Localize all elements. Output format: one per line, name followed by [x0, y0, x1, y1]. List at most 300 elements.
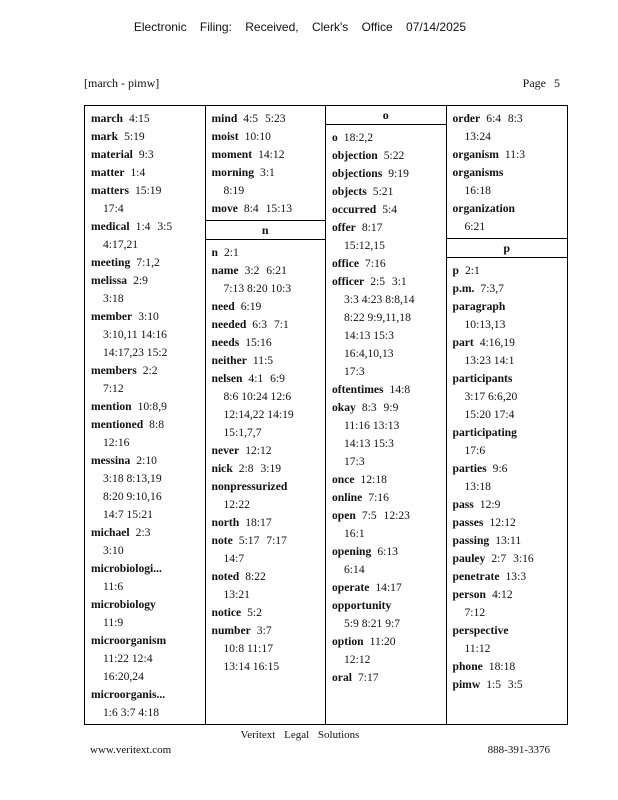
index-entry	[453, 550, 565, 568]
index-entry-line	[453, 110, 565, 128]
index-word: noted	[211, 570, 240, 583]
letter-heading: p	[447, 238, 568, 258]
index-entry-line	[453, 496, 565, 514]
index-entry-line	[332, 597, 443, 615]
index-refs: 12:16	[103, 436, 130, 449]
index-refs: 13:23 14:1	[464, 354, 515, 367]
index-refs: 2:9	[133, 274, 148, 287]
index-entry-line	[91, 362, 202, 380]
index-segment	[447, 258, 568, 694]
index-word: pauley	[452, 552, 486, 565]
index-entry	[332, 633, 443, 669]
index-entry-line	[453, 424, 565, 442]
index-entry-line	[91, 686, 202, 704]
index-word: parties	[452, 462, 487, 475]
index-entry-line	[332, 543, 443, 561]
index-word: organization	[452, 202, 515, 215]
index-refs: 2:8 3:19	[238, 462, 282, 475]
index-refs: 8:22 9:9,11,18	[344, 311, 411, 324]
index-entry-line	[212, 298, 323, 316]
index-segment	[206, 240, 326, 676]
index-word: pass	[452, 498, 474, 511]
index-entry	[91, 686, 202, 722]
index-entry-line	[332, 183, 443, 201]
index-word: melissa	[91, 274, 128, 287]
index-refs: 11:12	[464, 642, 491, 655]
index-word: online	[332, 491, 363, 504]
index-refs: 12:18	[360, 473, 387, 486]
index-refs: 12:14,22 14:19	[223, 408, 294, 421]
index-refs: 10:10	[244, 130, 271, 143]
page-label	[523, 76, 560, 91]
index-entry-line	[91, 398, 202, 416]
index-word: matter	[91, 166, 125, 179]
index-refs: 4:17,21	[103, 238, 139, 251]
index-entry-line	[91, 560, 202, 578]
index-refs: 7:1,2	[136, 256, 160, 269]
index-entry-line	[453, 280, 565, 298]
index-entry-line	[212, 460, 323, 478]
index-refs: 14:17,23 15:2	[103, 346, 168, 359]
index-entry-line	[91, 452, 202, 470]
index-word: messina	[91, 454, 131, 467]
index-word: morning	[211, 166, 255, 179]
index-word: meeting	[91, 256, 131, 269]
index-entry	[212, 164, 323, 200]
index-entry-line	[91, 632, 202, 650]
index-word: matters	[91, 184, 129, 197]
index-entry	[332, 165, 443, 183]
index-entry	[332, 147, 443, 165]
index-refs: 6:14	[344, 563, 365, 576]
index-entry-line	[332, 507, 443, 525]
index-refs: 8:3 9:9	[361, 401, 399, 414]
index-entry-line	[332, 255, 443, 273]
index-entry	[453, 298, 565, 334]
index-refs: 8:22	[245, 570, 266, 583]
index-refs: 8:20 9:10,16	[103, 490, 162, 503]
index-entry	[212, 478, 323, 514]
page-number: 5	[554, 76, 560, 90]
index-refs: 6:13	[377, 545, 398, 558]
index-entry	[332, 579, 443, 597]
index-entry	[91, 110, 202, 128]
index-entry	[453, 658, 565, 676]
index-refs: 5:4	[382, 203, 398, 216]
index-word: number	[211, 624, 251, 637]
index-entry	[332, 381, 443, 399]
index-entry-line	[212, 262, 323, 280]
index-entry	[91, 452, 202, 524]
index-entry	[453, 110, 565, 146]
index-refs: 3:10	[103, 544, 124, 557]
index-refs: 7:12	[464, 606, 486, 619]
index-entry	[91, 632, 202, 686]
index-entry	[91, 182, 202, 218]
index-entry	[453, 164, 565, 200]
index-entry	[212, 146, 323, 164]
index-word: microorganism	[91, 634, 167, 647]
index-entry	[212, 460, 323, 478]
index-word: once	[332, 473, 355, 486]
index-entry	[332, 399, 443, 471]
index-refs: 13:24	[464, 130, 491, 143]
index-word: organisms	[452, 166, 504, 179]
index-refs: 5:9 8:21 9:7	[344, 617, 401, 630]
index-word: needs	[211, 336, 240, 349]
index-refs: 1:6 3:7 4:18	[103, 706, 160, 719]
index-entry-line	[332, 273, 443, 291]
index-entry	[453, 262, 565, 280]
index-entry	[91, 416, 202, 452]
index-entry-line	[453, 514, 565, 532]
index-word: offer	[332, 221, 356, 234]
index-word: objects	[332, 185, 367, 198]
index-word: move	[211, 202, 238, 215]
index-entry-line	[212, 146, 323, 164]
index-entry-line	[212, 352, 323, 370]
index-refs: 18:2,2	[343, 131, 374, 144]
index-entry-line	[212, 200, 323, 218]
index-word: opening	[332, 545, 372, 558]
index-entry	[212, 244, 323, 262]
index-segment	[85, 106, 205, 722]
index-segment	[206, 106, 326, 218]
index-entry-line	[453, 550, 565, 568]
index-word: microbiologi...	[91, 562, 162, 575]
index-refs: 9:3	[138, 148, 154, 161]
index-refs: 14:13 15:3	[344, 437, 394, 450]
index-entry-line	[212, 110, 323, 128]
index-word: material	[91, 148, 133, 161]
index-entry	[332, 489, 443, 507]
index-entry-line	[332, 579, 443, 597]
index-word: microorganis...	[91, 688, 166, 701]
index-refs: 3:3 4:23 8:8,14	[344, 293, 415, 306]
index-word: oftentimes	[332, 383, 384, 396]
index-entry	[91, 146, 202, 164]
index-entry-line	[453, 146, 565, 164]
index-entry-line	[453, 658, 565, 676]
index-refs: 8:17	[361, 221, 383, 234]
letter-heading: o	[326, 106, 446, 125]
index-refs: 2:10	[136, 454, 157, 467]
index-entry	[91, 272, 202, 308]
index-entry	[91, 128, 202, 146]
index-refs: 12:12	[245, 444, 272, 457]
index-refs: 3:1	[260, 166, 275, 179]
index-refs: 16:1	[344, 527, 365, 540]
index-entry-line	[91, 110, 202, 128]
index-entry-line	[453, 586, 565, 604]
index-entry-line	[91, 308, 202, 326]
index-word: part	[452, 336, 474, 349]
index-word: member	[91, 310, 133, 323]
index-refs: 15:12,15	[344, 239, 385, 252]
index-entry-line	[453, 370, 565, 388]
index-entry-line	[453, 532, 565, 550]
index-entry	[332, 543, 443, 579]
index-refs: 8:19	[223, 184, 245, 197]
index-word: march	[91, 112, 123, 125]
index-entry	[212, 442, 323, 460]
index-refs: 13:14 16:15	[223, 660, 280, 673]
index-word: mentioned	[91, 418, 144, 431]
index-refs: 15:19	[134, 184, 162, 197]
index-segment	[447, 106, 568, 236]
index-word: operate	[332, 581, 370, 594]
index-entry-line	[453, 298, 565, 316]
index-entry-line	[453, 262, 565, 280]
index-word: phone	[452, 660, 483, 673]
index-word: nick	[211, 462, 233, 475]
index-entry-line	[332, 165, 443, 183]
index-entry	[453, 676, 565, 694]
index-word: okay	[332, 401, 356, 414]
index-refs: 2:2	[142, 364, 158, 377]
index-refs: 7:3,7	[480, 282, 504, 295]
index-word: mind	[211, 112, 238, 125]
index-entry-line	[332, 147, 443, 165]
index-refs: 13:11	[495, 534, 522, 547]
index-entry	[212, 334, 323, 352]
index-word: occurred	[332, 203, 377, 216]
index-entry	[212, 316, 323, 334]
index-entry-line	[332, 471, 443, 489]
index-entry-line	[91, 146, 202, 164]
index-entry-line	[91, 128, 202, 146]
index-refs: 13:21	[223, 588, 250, 601]
index-word: needed	[211, 318, 247, 331]
index-refs: 14:7 15:21	[103, 508, 153, 521]
index-word: oral	[332, 671, 352, 684]
index-word: microbiology	[91, 598, 156, 611]
index-entry	[453, 496, 565, 514]
index-word: name	[211, 264, 239, 277]
index-word: person	[452, 588, 486, 601]
index-refs: 12:9	[479, 498, 501, 511]
index-refs: 5:17 7:17	[238, 534, 287, 547]
index-entry	[212, 370, 323, 442]
index-entry	[453, 280, 565, 298]
index-entry	[212, 110, 323, 128]
index-refs: 17:6	[464, 444, 486, 457]
index-refs: 8:8	[149, 418, 164, 431]
index-word: mention	[91, 400, 132, 413]
index-refs: 16:4,10,13	[344, 347, 394, 360]
index-entry	[453, 370, 565, 424]
index-entry-line	[91, 254, 202, 272]
index-entry	[212, 514, 323, 532]
index-word: open	[332, 509, 356, 522]
index-refs: 8:4 15:13	[243, 202, 293, 215]
index-entry-line	[332, 201, 443, 219]
index-word: o	[332, 131, 338, 144]
index-entry	[212, 532, 323, 568]
index-entry	[453, 532, 565, 550]
index-word: office	[332, 257, 360, 270]
index-entry	[91, 308, 202, 362]
index-refs: 17:4	[103, 202, 124, 215]
index-word: moment	[211, 148, 253, 161]
index-refs: 4:12	[492, 588, 513, 601]
index-entry	[212, 352, 323, 370]
index-word: need	[211, 300, 235, 313]
index-entry	[91, 254, 202, 272]
index-refs: 7:12	[103, 382, 124, 395]
index-entry-line	[91, 218, 202, 236]
index-word: opportunity	[332, 599, 392, 612]
index-refs: 11:3	[504, 148, 526, 161]
index-entry-line	[212, 514, 323, 532]
index-entry-line	[453, 200, 565, 218]
index-entry-line	[332, 489, 443, 507]
index-entry-line	[332, 129, 443, 147]
index-refs: 10:8,9	[137, 400, 167, 413]
index-refs: 14:8	[389, 383, 411, 396]
index-entry	[332, 183, 443, 201]
index-word: passing	[452, 534, 490, 547]
index-entry	[91, 596, 202, 632]
index-refs: 2:1	[464, 264, 480, 277]
index-refs: 5:21	[372, 185, 394, 198]
index-entry	[453, 424, 565, 460]
index-word: pimw	[452, 678, 481, 691]
index-refs: 3:10	[138, 310, 159, 323]
footer-phone: 888-391-3376	[487, 744, 550, 756]
index-refs: 18:18	[488, 660, 516, 673]
index-refs: 11:22 12:4	[103, 652, 153, 665]
index-entry-line	[212, 316, 323, 334]
index-refs: 7:16	[368, 491, 389, 504]
index-word: notice	[211, 606, 242, 619]
index-refs: 12:22	[223, 498, 250, 511]
index-entry-line	[332, 669, 443, 687]
index-column	[447, 106, 568, 724]
index-entry-line	[453, 568, 565, 586]
index-word: note	[211, 534, 233, 547]
index-word: objections	[332, 167, 383, 180]
index-refs: 4:16,19	[479, 336, 515, 349]
index-word: n	[211, 246, 218, 259]
index-refs: 4:1 6:9	[248, 372, 285, 385]
index-refs: 7:13 8:20 10:3	[223, 282, 292, 295]
index-refs: 14:12	[258, 148, 285, 161]
letter-heading: n	[206, 220, 326, 240]
index-entry	[453, 514, 565, 532]
index-refs: 1:4 3:5	[135, 220, 173, 233]
index-word: neither	[211, 354, 247, 367]
index-refs: 7:16	[365, 257, 386, 270]
index-entry-line	[453, 622, 565, 640]
index-entry	[453, 460, 565, 496]
index-refs: 12:12	[344, 653, 371, 666]
index-entry-line	[212, 334, 323, 352]
index-word: nonpressurized	[211, 480, 288, 493]
index-word: mark	[91, 130, 119, 143]
index-entry-line	[332, 219, 443, 237]
index-entry	[332, 255, 443, 273]
index-refs: 2:7 3:16	[491, 552, 534, 565]
index-entry-line	[212, 370, 323, 388]
index-refs: 7:5 12:23	[361, 509, 410, 522]
index-refs: 11:6	[103, 580, 124, 593]
index-entry	[332, 669, 443, 687]
index-entry-line	[332, 633, 443, 651]
index-refs: 11:20	[369, 635, 396, 648]
index-refs: 17:3	[344, 365, 365, 378]
index-refs: 11:16 13:13	[344, 419, 400, 432]
index-entry	[332, 273, 443, 381]
index-word: penetrate	[452, 570, 500, 583]
footer-website: www.veritext.com	[90, 744, 172, 756]
index-segment	[326, 125, 446, 687]
index-refs: 10:13,13	[464, 318, 506, 331]
index-word: order	[452, 112, 481, 125]
index-word: north	[211, 516, 240, 529]
index-refs: 16:18	[464, 184, 491, 197]
index-refs: 7:17	[357, 671, 379, 684]
page-label-text: Page	[522, 76, 546, 90]
index-entry	[332, 219, 443, 255]
index-refs: 14:17	[375, 581, 402, 594]
index-entry	[212, 200, 323, 218]
index-entry	[332, 471, 443, 489]
index-entry-line	[212, 442, 323, 460]
index-entry-line	[91, 272, 202, 290]
index-refs: 3:10,11 14:16	[103, 328, 167, 341]
index-entry	[453, 200, 565, 236]
index-entry	[91, 560, 202, 596]
footer-brand: Veritext Legal Solutions	[240, 729, 360, 741]
index-word: option	[332, 635, 364, 648]
index-refs: 3:2 6:21	[244, 264, 287, 277]
index-range: [march - pimw]	[84, 76, 160, 90]
index-refs: 9:19	[388, 167, 409, 180]
index-refs: 13:18	[464, 480, 491, 493]
index-entry	[91, 164, 202, 182]
index-entry	[453, 146, 565, 164]
index-refs: 5:19	[124, 130, 145, 143]
index-column	[206, 106, 327, 724]
index-entry-line	[453, 334, 565, 352]
index-word: passes	[452, 516, 484, 529]
index-refs: 15:1,7,7	[223, 426, 262, 439]
index-word: p	[452, 264, 459, 277]
index-refs: 3:7	[256, 624, 272, 637]
index-refs: 10:8 11:17	[223, 642, 273, 655]
index-entry-line	[453, 460, 565, 478]
index-refs: 1:4	[130, 166, 146, 179]
index-word: p.m.	[452, 282, 475, 295]
index-word: participants	[452, 372, 513, 385]
index-word: paragraph	[452, 300, 506, 313]
index-refs: 17:3	[344, 455, 365, 468]
index-refs: 3:18 8:13,19	[103, 472, 162, 485]
index-word: officer	[332, 275, 365, 288]
index-refs: 2:1	[223, 246, 239, 259]
index-entry	[212, 298, 323, 316]
index-refs: 4:15	[129, 112, 150, 125]
index-entry	[91, 524, 202, 560]
index-entry-line	[212, 478, 323, 496]
index-word: perspective	[452, 624, 509, 637]
index-entry	[212, 568, 323, 604]
index-refs: 12:12	[489, 516, 516, 529]
index-entry	[453, 622, 565, 658]
index-entry-line	[212, 604, 323, 622]
index-word: never	[211, 444, 240, 457]
